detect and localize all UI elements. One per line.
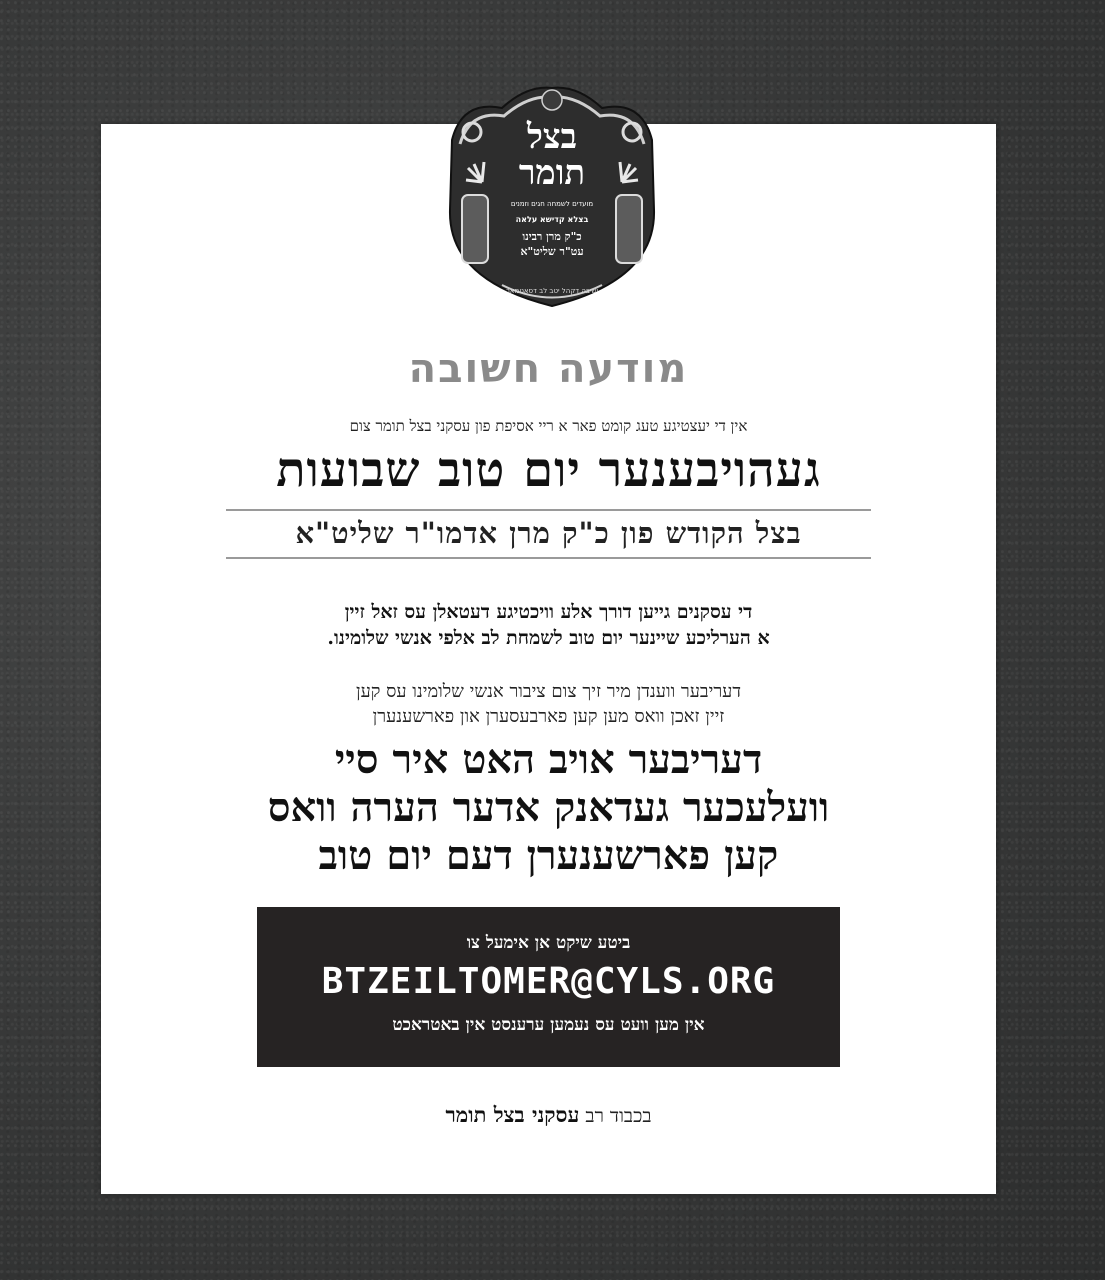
paragraph-one-line1: די עסקנים גייען דורך אלע וויכטיגע דעטאלן עס זאל זיין [344,601,753,623]
signature [101,1102,996,1128]
contact-box [257,907,840,1067]
paragraph-two [101,679,996,729]
logo-name-line2: תומר [518,153,586,193]
call-to-action [101,736,996,880]
paragraph-two-line1: דעריבער ווענדן מיר זיך צום ציבור אנשי שלומינו עס קען [355,681,742,702]
btzeil-tomer-logo [432,80,672,310]
contact-note: אין מען וועט עס נעמען ערענסט אין באטראכט [392,1015,705,1035]
logo-tagline: מועדים לשמחה חגים וזמנים [510,200,594,208]
contact-email: BTZEILTOMER@CYLS.ORG [321,961,776,1002]
notice-poster [101,117,996,1194]
call-to-action-line3: קען פארשענערן דעם יום טוב [318,832,779,879]
call-to-action-line2: וועלעכער געדאנק אדער הערה וואס [267,784,830,831]
paragraph-two-line2: זיין זאכן וואס מען קען פארבעסערן און פארשענערן [372,706,725,727]
event-title: געהויבענער יום טוב שבועות [276,442,821,498]
contact-instruction: ביטע שיקט אן אימעל צו [466,933,631,953]
paragraph-one-line2: א הערליכע שיינער יום טוב לשמחת לב אלפי אנשי שלומינו. [327,627,770,649]
call-to-action-line1: דעריבער אויב האט איר סיי [334,736,763,783]
notice-heading: מודעה חשובה [408,346,689,392]
signature-name: עסקני בצל תומר [445,1102,580,1127]
intro-text: אין די יעצטיגע טעג קומט פאר א ריי אסיפת פון עסקני בצל תומר צום [349,417,748,435]
logo-line3: עט"ר שליט"א [520,245,584,258]
logo-ribbon: ישיבה דקהל יטב לב דסאטמאר [505,287,599,295]
logo-name-line1: בצל [526,117,578,157]
paragraph-one [101,599,996,651]
logo-line1: בצלא קדישא עלאה [515,215,589,224]
logo-line2: כ"ק מרן רבינו [522,230,582,243]
event-subtitle: בצל הקודש פון כ"ק מרן אדמו"ר שליט"א [295,516,802,550]
signature-prefix: בכבוד רב [585,1105,652,1127]
